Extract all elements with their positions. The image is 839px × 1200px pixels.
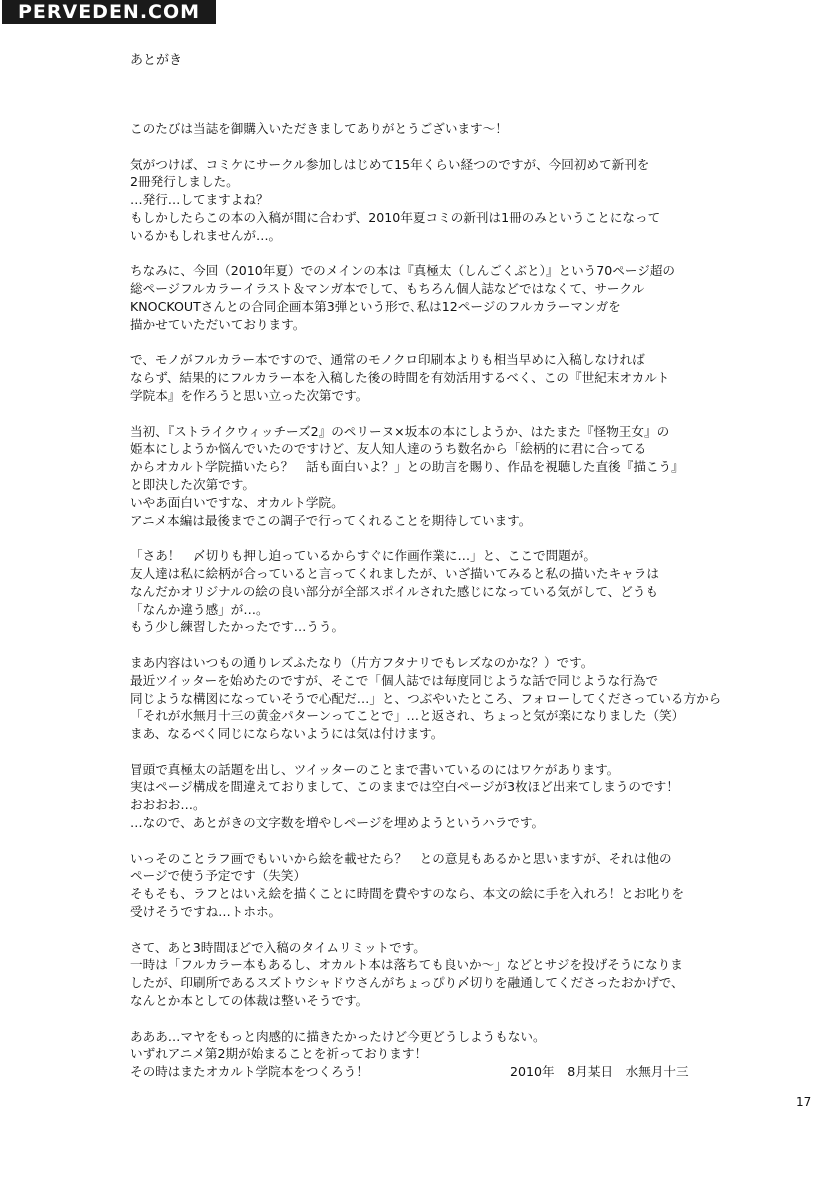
paragraph (130, 351, 830, 404)
text-line: したが、印刷所であるスズトウシャドウさんがちょっぴり〆切りを融通してくださったおかげで、 (130, 975, 684, 991)
text-line: もしかしたらこの本の入稿が間に合わず、2010年夏コミの新刊は1冊のみということになって (130, 209, 661, 225)
text-line: 総ページフルカラーイラスト＆マンガ本でして、もちろん個人誌などではなくて、サークル (130, 281, 645, 297)
text-line: 受けそうですね…トホホ。 (130, 904, 282, 920)
page-number: 17 (796, 1095, 812, 1109)
paragraph (130, 654, 830, 743)
text-line: 実はページ構成を間違えておりまして、このままでは空白ページが3枚ほど出来てしまうのです！ (130, 779, 679, 795)
closing-line: その時はまたオカルト学院本をつくろう！ (130, 1064, 369, 1080)
page-title: あとがき (130, 53, 183, 68)
text-line: おおおお…。 (130, 797, 206, 813)
text-line: …発行…してますよね？ (130, 192, 269, 208)
text-line: いっそのことラフ画でもいいから絵を載せたら？ との意見もあるかと思いますが、それは他の (130, 850, 672, 866)
watermark-logo: PERVEDEN.COM (2, 0, 216, 24)
text-line: 「なんか違う感」が…。 (130, 601, 269, 617)
text-line: 同じような構図になっていそうで心配だ…」と、つぶやいたところ、フォローしてくださっている方から (130, 690, 722, 706)
paragraph (130, 120, 830, 138)
text-line: まあ内容はいつもの通りレズふたなり（片方フタナリでもレズなのかな？）です。 (130, 654, 594, 670)
text-line: 2冊発行しました。 (130, 174, 239, 190)
text-line: ページで使う予定です（失笑） (130, 868, 307, 884)
paragraph (130, 423, 830, 530)
text-line: で、モノがフルカラー本ですので、通常のモノクロ印刷本よりも相当早めに入稿しなければ (130, 352, 645, 368)
text-line: 姫本にしようか悩んでいたのですけど、友人知人達のうち数名から「絵柄的に君に合ってる (130, 441, 647, 457)
date-signature: 2010年 8月某日 水無月十三 (510, 1064, 689, 1080)
text-line: まあ、なるべく同じにならないようには気は付けます。 (130, 726, 444, 742)
text-line: さて、あと3時間ほどで入稿のタイムリミットです。 (130, 939, 426, 955)
text-line: 友人達は私に絵柄が合っていると言ってくれましたが、いざ描いてみると私の描いたキャラは (130, 565, 659, 581)
text-line: …なので、あとがきの文字数を増やしページを埋めようというハラです。 (130, 815, 545, 831)
text-line: ちなみに、今回（2010年夏）でのメインの本は『真極太（しんごくぶと）』という70ページ超の (130, 263, 676, 279)
text-line: 気がつけば、コミケにサークル参加しはじめて15年くらい経つのですが、今回初めて新刊を (130, 156, 650, 172)
text-line: 最近ツイッターを始めたのですが、そこで「個人誌では毎度同じような話で同じような行為で (130, 672, 659, 688)
closing-paragraph (130, 1028, 830, 1081)
text-line: 当初、『ストライクウィッチーズ2』のペリーヌ×坂本の本にしようか、はたまた『怪物王女』の (130, 423, 670, 439)
paragraph (130, 262, 830, 333)
paragraph (130, 547, 830, 636)
text-line: 学院本』を作ろうと思い立った次第です。 (130, 387, 369, 403)
text-line: 一時は「フルカラー本もあるし、オカルト本は落ちても良いか～」などとサジを投げそうになりま (130, 957, 683, 973)
text-line: からオカルト学院描いたら？ 話も面白いよ？」との助言を賜り、作品を視聴した直後『描こう』 (130, 459, 684, 475)
paragraph (130, 156, 830, 245)
text-line: このたびは当誌を御購入いただきましてありがとうございます～！ (130, 121, 508, 136)
text-line: ならず、結果的にフルカラー本を入稿した後の時間を有効活用するべく、この『世紀末オカルト (130, 370, 670, 386)
text-line: いるかもしれませんが…。 (130, 227, 282, 243)
text-line: 「それが水無月十三の黄金パターンってことで」…と返され、ちょっと気が楽になりました（笑） (130, 708, 685, 724)
text-line: KNOCKOUTさんとの合同企画本第3弾という形で､私は12ページのフルカラーマンガを (130, 298, 621, 314)
text-line: 冒頭で真極太の話題を出し、ツイッターのことまで書いているのにはワケがあります。 (130, 761, 620, 777)
paragraph (130, 939, 830, 1010)
paragraph (130, 850, 830, 921)
text-line: と即決した次第です。 (130, 476, 255, 492)
closing-line: いずれアニメ第2期が始まることを祈っております！ (130, 1046, 428, 1062)
text-line: 「さあ！ 〆切りも押し迫っているからすぐに作画作業に…」と、ここで問題が。 (130, 548, 596, 564)
paragraph (130, 761, 830, 832)
text-line: もう少し練習したかったです…うう。 (130, 619, 345, 635)
afterword-body (130, 120, 830, 1099)
text-line: 描かせていただいております。 (130, 316, 306, 332)
closing-line: あああ…マヤをもっと肉感的に描きたかったけど今更どうしようもない。 (130, 1028, 546, 1044)
text-line: なんだかオリジナルの絵の良い部分が全部スポイルされた感じになっている気がして、どうも (130, 583, 659, 599)
text-line: いやあ面白いですな、オカルト学院。 (130, 494, 344, 510)
paragraph-list (130, 120, 830, 1010)
text-line: なんとか本としての体裁は整いそうです。 (130, 993, 369, 1009)
text-line: そもそも、ラフとはいえ絵を描くことに時間を費やすのなら、本文の絵に手を入れろ！とお叱りを (130, 886, 685, 902)
text-line: アニメ本編は最後までこの調子で行ってくれることを期待しています。 (130, 512, 532, 528)
